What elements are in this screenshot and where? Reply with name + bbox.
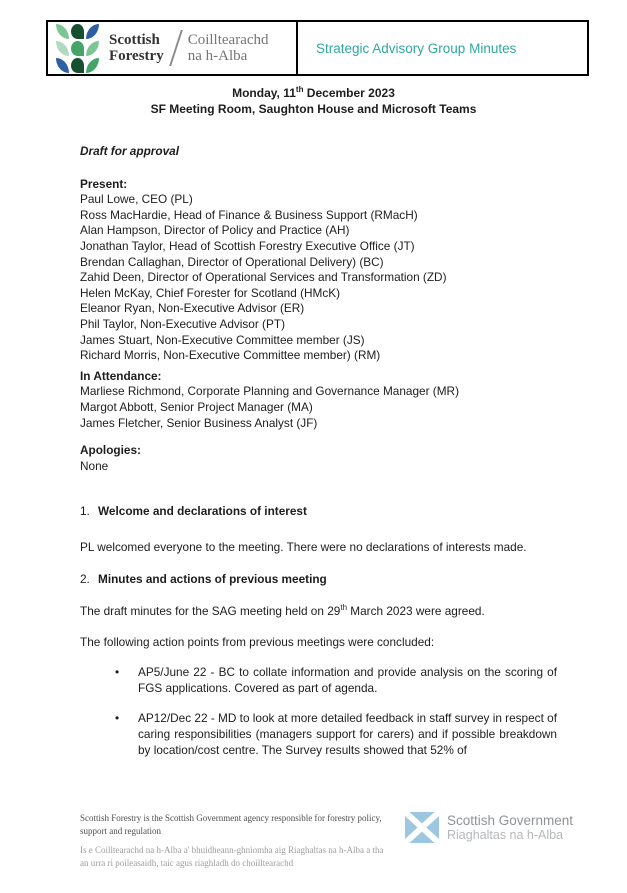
leaf-shape <box>56 58 69 73</box>
section1-heading: 1. Welcome and declarations of interest <box>80 504 307 519</box>
bullet-icon: • <box>115 665 120 680</box>
footer-gaelic: Is e Coilltearachd na h-Alba a' bhuidheann-ghnìomha aig Riaghaltas na h-Alba a tha an urra ri poileasaidh, taic agus riaghladh do choilltearachd <box>80 845 384 868</box>
attendee-line: Margot Abbott, Senior Project Manager (MA) <box>80 399 313 414</box>
document-body <box>80 144 557 758</box>
header-banner <box>46 20 589 76</box>
attendee-line: Phil Taylor, Non-Executive Advisor (PT) <box>80 316 285 331</box>
footer-text <box>80 812 385 869</box>
attendee-line: Brendan Callaghan, Director of Operational Delivery) (BC) <box>80 254 384 269</box>
brand-text <box>109 30 269 66</box>
attendee-line: Marliese Richmond, Corporate Planning and Governance Manager (MR) <box>80 384 459 399</box>
present-list <box>80 192 557 364</box>
attendee-line: Alan Hampson, Director of Policy and Practice (AH) <box>80 223 350 238</box>
section1-paragraph: PL welcomed everyone to the meeting. There were no declarations of interests made. <box>80 539 527 554</box>
document-type-title: Strategic Advisory Group Minutes <box>316 40 517 56</box>
meeting-date: Monday, 11th December 2023 <box>232 85 395 100</box>
present-heading: Present: <box>80 176 128 191</box>
section2-heading: 2. Minutes and actions of previous meeting <box>80 572 327 587</box>
leaf-shape <box>56 24 69 39</box>
leaf-shape <box>56 41 69 56</box>
slash-divider-icon <box>169 30 183 66</box>
attendee-line: James Fletcher, Senior Business Analyst (JF) <box>80 415 318 430</box>
apologies-value: None <box>80 458 109 473</box>
meeting-location: SF Meeting Room, Saughton House and Microsoft Teams <box>150 101 477 116</box>
section2-paragraph1: The draft minutes for the SAG meeting held on 29th March 2023 were agreed. <box>80 603 485 619</box>
footer-english: Scottish Forestry is the Scottish Government agency responsible for forestry policy, support and regulation <box>80 813 382 836</box>
attendee-line: Helen McKay, Chief Forester for Scotland (HMcK) <box>80 285 341 300</box>
leaf-shape <box>71 58 84 73</box>
in-attendance-heading: In Attendance: <box>80 368 162 383</box>
meeting-title <box>0 86 627 117</box>
attendee-line: Eleanor Ryan, Non-Executive Advisor (ER) <box>80 301 305 316</box>
bullet-icon: • <box>115 711 120 726</box>
brand-english: Scottish Forestry <box>109 32 164 64</box>
sg-logo-text: Scottish Government Riaghaltas na h-Alba <box>447 812 574 842</box>
leaf-shape <box>86 24 99 39</box>
leaf-shape <box>71 24 84 39</box>
attendee-line: Zahid Deen, Director of Operational Services and Transformation (ZD) <box>80 270 447 285</box>
action-point-item: • AP12/Dec 22 - MD to look at more detailed feedback in staff survey in respect of caring responsibilities (managers support for carers) and if possible breakdown by location/cost centre. The Survey results showed that 52% of <box>115 711 557 757</box>
apologies-heading: Apologies: <box>80 443 141 458</box>
action-point-item: • AP5/June 22 - BC to collate information and provide analysis on the scoring of FGS applications. Covered as part of agenda. <box>115 665 557 695</box>
attendee-line: Richard Morris, Non-Executive Committee member) (RM) <box>80 348 381 363</box>
leaf-shape <box>86 58 99 73</box>
scottish-government-logo <box>405 812 573 843</box>
saltire-flag-icon <box>405 812 439 843</box>
attendee-line: Jonathan Taylor, Head of Scottish Forestry Executive Office (JT) <box>80 238 415 253</box>
attendee-line: Paul Lowe, CEO (PL) <box>80 192 193 207</box>
attendee-line: Ross MacHardie, Head of Finance & Business Support (RMacH) <box>80 207 418 222</box>
action-points-list <box>80 665 557 758</box>
leaf-shape <box>86 41 99 56</box>
brand-gaelic: Coilltearachd na h-Alba <box>187 32 269 64</box>
leaf-shape <box>71 41 84 56</box>
in-attendance-list <box>80 384 557 431</box>
attendee-line: James Stuart, Non-Executive Committee member (JS) <box>80 332 365 347</box>
scottish-forestry-logo <box>48 22 298 74</box>
section2-paragraph2: The following action points from previous meetings were concluded: <box>80 634 435 649</box>
forestry-leaves-icon <box>56 24 99 72</box>
draft-status-label: Draft for approval <box>80 144 179 158</box>
